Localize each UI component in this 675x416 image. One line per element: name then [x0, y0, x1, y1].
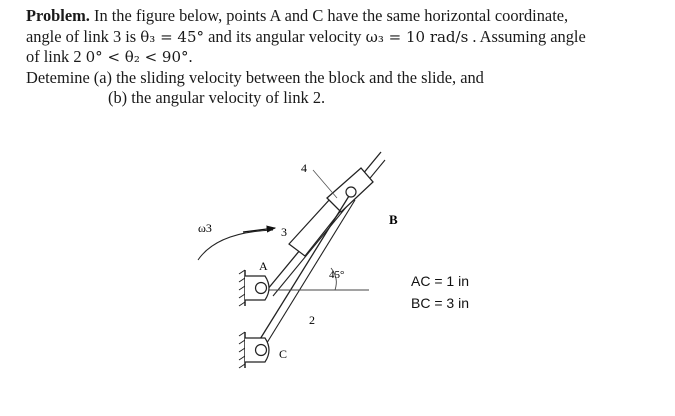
problem-line-2-a: angle of link 3 is	[26, 26, 141, 46]
problem-line-4: Detemine (a) the sliding velocity between the block and the slide, and	[26, 67, 484, 87]
theta2-range: 0° < θ₂ < 90°	[85, 48, 189, 67]
angle-label: 45°	[329, 269, 345, 281]
omega-label: ω3	[198, 221, 212, 235]
omega3-value: ω₃ = 10 rad/s	[365, 27, 469, 46]
given-dimensions	[411, 270, 469, 314]
point-B-label: B	[389, 212, 398, 227]
link-3-label: 3	[281, 225, 287, 239]
link-4-label: 4	[301, 161, 307, 175]
given-ac: AC = 1 in	[411, 273, 469, 289]
problem-line-2-c: . Assuming angle	[468, 26, 586, 46]
problem-line-3	[26, 47, 666, 68]
problem-line-2-b: and its angular velocity	[204, 26, 366, 46]
problem-line-3-b: .	[188, 47, 193, 67]
link-2-label: 2	[309, 313, 315, 327]
given-bc: BC = 3 in	[411, 295, 469, 311]
link-4-leader	[313, 170, 337, 198]
problem-label: Problem.	[26, 6, 90, 25]
problem-statement	[26, 6, 666, 109]
pin-B	[346, 187, 356, 197]
problem-line-1-text: In the figure below, points A and C have the same horizontal coordinate,	[89, 6, 569, 25]
problem-line-1	[26, 6, 666, 27]
problem-line-2	[26, 27, 666, 48]
ground-support-C	[239, 332, 269, 368]
problem-line-3-a: of link 2	[26, 47, 86, 67]
problem-line-5: (b) the angular velocity of link 2.	[108, 88, 326, 108]
point-A-label: A	[259, 259, 268, 273]
theta3-value: θ₃ = 45°	[140, 27, 205, 46]
ground-support-A	[239, 270, 269, 306]
point-C-label: C	[279, 347, 288, 361]
